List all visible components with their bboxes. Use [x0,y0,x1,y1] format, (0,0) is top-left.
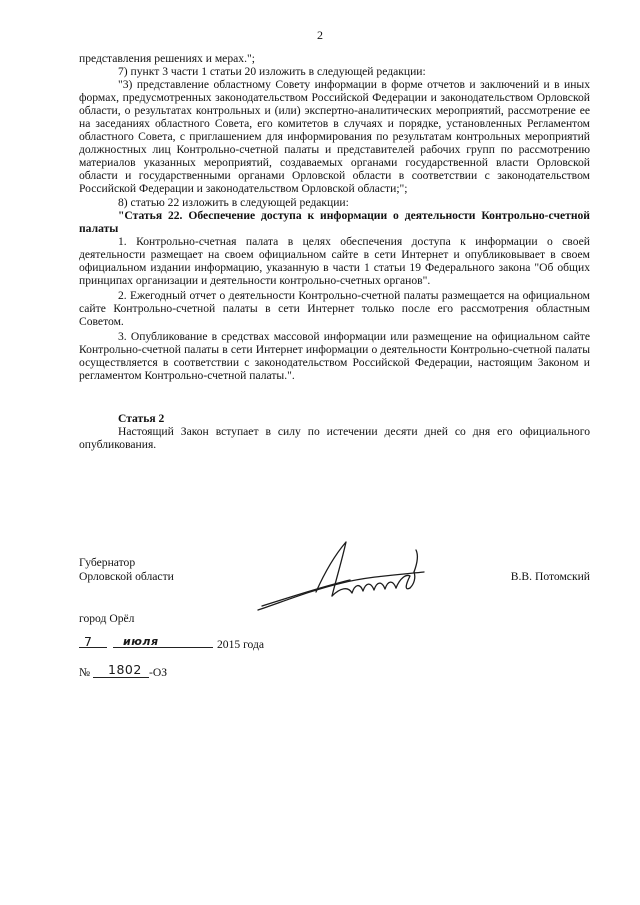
signatory-title-line2: Орловской области [79,570,174,583]
signatory-title-line1: Губернатор [79,556,136,569]
date-month: июля [123,635,159,648]
signatory-name: В.В. Потомский [510,570,590,583]
paragraph: 7) пункт 3 части 1 статьи 20 изложить в следующей редакции: [118,65,426,79]
law-number: 1802 [108,662,142,677]
page-number: 2 [317,28,323,42]
law-number-suffix: -ОЗ [149,666,168,679]
paragraph: 8) статью 22 изложить в следующей редакции: [118,195,349,209]
paragraph: 2. Ежегодный отчет о деятельности Контрольно-счетной палаты размещается на официальном сайте Контрольно-счетной палаты в сети Интернет только после его рассмотрения областным Советом. [79,288,590,328]
document-body [79,52,590,451]
number-sign: № [79,666,91,679]
date-year: 2015 года [217,638,265,651]
law-number-line [79,664,239,684]
paragraph: 3. Опубликование в средствах массовой информации или размещение на официальном сайте Контрольно-счетной палаты в сети Интернет информации о деятельности Контрольно-счетной палаты осуществляется в соответствии с законодательством Российской Федерации, настоящим Законом и регламентом Контрольно-счетной палаты.". [79,329,590,383]
city: город Орёл [79,612,135,625]
number-underline [93,677,149,678]
paragraph: Настоящий Закон вступает в силу по истечении десяти дней со дня его официального опубликования. [79,425,590,452]
date-day: 7 [84,634,93,649]
article-heading: "Статья 22. Обеспечение доступа к информации о деятельности Контрольно-счетной палаты [79,208,590,235]
handwritten-signature [254,536,430,620]
paragraph: "3) представление областному Совету информации в форме отчетов и заключений и в иных формах, предусмотренных законодательством Российской Федерации и законодательством Орловской области, о результатах контрольных и (или) экспертно-аналитических мероприятий, рассмотрение ее на заседаниях областного Совета, его комитетов в случаях и порядке, установленных Регламентом областного Совета, с приглашением для информирования по результатам контрольных мероприятий должностных лиц Контрольно-счетной палаты и представителей рабочих групп по рассмотрению материалов указанных мероприятий, создаваемых органами государственной власти Орловской области и государственными органами Орловской области в соответствии с законодательством Российской Федерации и законодательством Орловской области;"; [79,78,590,196]
paragraph: представления решениях и мерах."; [79,52,255,65]
paragraph: 1. Контрольно-счетная палата в целях обеспечения доступа к информации о своей деятельности размещает на своем официальном сайте в сети Интернет и опубликовывает в своем официальном издании информацию, указанную в части 1 статьи 19 Федерального закона "Об общих принципах организации и деятельности контрольно-счетных органов". [79,234,590,287]
article-heading: Статья 2 [118,412,165,426]
date-line [79,634,299,658]
